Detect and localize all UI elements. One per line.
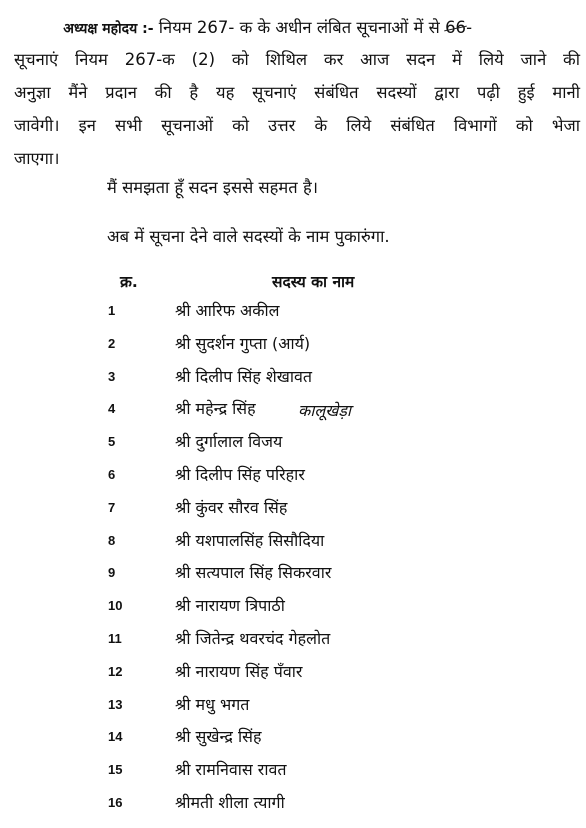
member-name: श्री दुर्गालाल विजय [175, 432, 283, 452]
paragraph-line-3: जावेगी। इन सभी सूचनाओं को उत्तर के लिये संबंधित विभागों को भेजा [14, 116, 580, 135]
row-number: 5 [108, 434, 116, 450]
paragraph-line-1: सूचनाएं नियम 267-क (2) को शिथिल कर आज सदन में लिये जाने की [14, 50, 580, 69]
row-number: 9 [108, 565, 116, 581]
table-row [0, 660, 586, 690]
row-number: 4 [108, 401, 116, 417]
trailing-dash: - [466, 18, 473, 37]
member-name: श्री मधु भगत [175, 694, 250, 714]
table-row [0, 529, 586, 559]
row-number: 10 [108, 598, 123, 614]
agreement-line: मैं समझता हूँ सदन इससे सहमत है। [107, 178, 318, 197]
row-number: 11 [108, 631, 122, 646]
announcement-line: अब में सूचना देने वाले सदस्यों के नाम पुकारुंगा. [107, 227, 390, 246]
member-name: श्री महेन्द्र सिंह [175, 399, 256, 419]
member-name: श्री सुदर्शन गुप्ता (आर्य) [175, 333, 311, 353]
table-row [0, 627, 586, 657]
redacted-area [14, 19, 58, 39]
member-name: श्री आरिफ अकील [175, 301, 280, 320]
member-name: श्री कुंवर सौरव सिंह [175, 497, 288, 517]
member-name: श्री दिलीप सिंह शेखावत [175, 366, 313, 386]
member-name: श्रीमती शीला त्यागी [175, 793, 285, 812]
table-row [0, 365, 586, 395]
member-name: श्री नारायण त्रिपाठी [175, 596, 285, 616]
table-row [0, 299, 586, 329]
table-row [0, 496, 586, 526]
paragraph-line-2: अनुज्ञा मैंने प्रदान की है यह सूचनाएं संबंधित सदस्यों द्वारा पढ़ी हुई मानी [14, 83, 580, 102]
member-name: श्री रामनिवास रावत [175, 760, 287, 780]
table-row [0, 791, 586, 821]
row-number: 15 [108, 762, 123, 778]
speaker-text: नियम 267- क के अधीन लंबित सूचनाओं में से [158, 18, 440, 37]
table-row [0, 758, 586, 788]
table-row [0, 397, 586, 427]
row-number: 16 [108, 795, 123, 810]
speaker-line [14, 15, 580, 39]
table-header-name: सदस्य का नाम [272, 273, 355, 291]
table-row [0, 463, 586, 493]
member-name: श्री यशपालसिंह सिसौदिया [175, 530, 325, 550]
table-header-number: क्र. [120, 273, 138, 291]
row-number: 2 [108, 335, 116, 351]
member-name: श्री दिलीप सिंह परिहार [175, 465, 305, 484]
table-row [0, 693, 586, 723]
row-number: 8 [108, 532, 116, 548]
member-name: श्री सुखेन्द्र सिंह [175, 727, 262, 747]
row-number: 13 [108, 696, 123, 712]
row-number: 12 [108, 663, 123, 679]
row-number: 14 [108, 729, 123, 745]
handwritten-annotation: कालूखेड़ा [298, 401, 352, 421]
table-row [0, 725, 586, 755]
table-row [0, 594, 586, 624]
member-name: श्री जितेन्द्र थवरचंद गेहलोत [175, 629, 331, 648]
row-number: 7 [108, 499, 116, 515]
paragraph-line-4: जाएगा। [14, 149, 60, 168]
row-number: 3 [108, 368, 116, 384]
row-number: 6 [108, 467, 116, 482]
table-row [0, 561, 586, 591]
struck-number: 66 [445, 18, 467, 37]
member-name: श्री सत्यपाल सिंह सिकरवार [175, 563, 332, 583]
speaker-label: अध्यक्ष महोदय :- [63, 21, 154, 37]
table-row [0, 430, 586, 460]
table-row [0, 332, 586, 362]
member-name: श्री नारायण सिंह पँवार [175, 661, 303, 681]
row-number: 1 [108, 303, 116, 318]
